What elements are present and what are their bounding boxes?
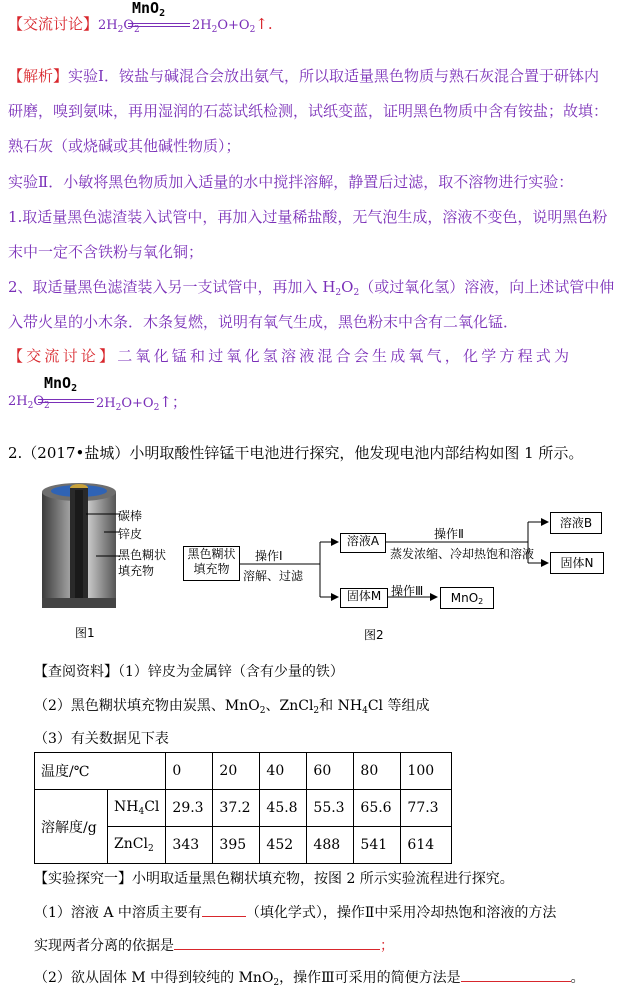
analysis-line-2: 研磨，嗅到氨味，再用湿润的石蕊试纸检测，试纸变蓝，证明黑色物质中含有铵盐；故填：	[8, 102, 609, 120]
analysis-line-1: 【解析】实验Ⅰ．铵盐与碱混合会放出氨气，所以取适量黑色物质与熟石灰混合置于研钵内	[8, 67, 599, 85]
table-cell: 100	[401, 753, 452, 790]
table-cell: 55.3	[307, 790, 354, 827]
question-2-intro: 2.（2017•盐城）小明取酸性锌锰干电池进行探究，他发现电池内部结构如图 1 所示。	[8, 444, 584, 462]
table-cell-nh4cl: $NH_4Cl$	[108, 790, 166, 827]
flow-box-solution-a: 溶液A	[340, 533, 386, 553]
explore-heading: 【实验探究一】小明取适量黑色糊状填充物，按图 2 所示实验流程进行探究。	[34, 871, 514, 887]
eq2-reactant: $2H_2O_2$	[8, 394, 50, 411]
table-cell: 395	[213, 827, 260, 864]
analysis-line-7: 2、取适量黑色滤渣装入另一支试管中，再加入 $H_2O_2$（或过氧化氢）溶液，向上述试管中伸	[8, 278, 615, 298]
question-2-line: （2）欲从固体 M 中得到较纯的 MnO$_2$，操作Ⅲ可采用的简便方法是 。	[34, 970, 585, 988]
analysis-line-3: 熟石灰（或烧碱或其他碱性物质）；	[8, 137, 241, 155]
analysis-line-5: 1.取适量黑色滤渣装入试管中，再加入过量稀盐酸，无气泡生成，溶液不变色，说明黑色粉	[8, 208, 608, 226]
table-cell-zncl2: ZnCl$_2$	[108, 827, 166, 864]
ref-line-3: （3）有关数据见下表	[34, 731, 169, 747]
eq2-catalyst: MnO$_2$	[44, 374, 78, 394]
ref-line-1: 【查阅资料】（1）锌皮为金属锌（含有少量的铁）	[34, 664, 344, 680]
fig1-label-zinc-skin: 锌皮	[118, 527, 143, 541]
table-cell: 614	[401, 827, 452, 864]
ref-line-2: （2）黑色糊状填充物由炭黑、MnO$_2$、ZnCl$_2$和 $NH_4Cl$ 等组成	[34, 698, 430, 716]
table-row	[35, 753, 452, 790]
table-header-temp: 温度/℃	[35, 753, 166, 790]
fig2-caption: 图2	[364, 628, 384, 642]
solubility-table	[34, 752, 452, 864]
eq2-product: $2H_2O+O_2↑$；	[96, 393, 187, 413]
answer-blank-2[interactable]	[174, 949, 380, 950]
eq-reactant: $2H_2O_2$	[98, 18, 140, 35]
question-1-line-2: 实现两者分离的依据是 ；	[34, 938, 394, 954]
flow-op1-desc: 溶解、过滤	[243, 569, 304, 583]
table-cell: 45.8	[260, 790, 307, 827]
table-cell: 37.2	[213, 790, 260, 827]
table-cell: 80	[354, 753, 401, 790]
analysis-line-8: 入带火星的小木条．木条复燃，说明有氧气生成，黑色粉末中含有二氧化锰．	[8, 313, 519, 331]
flow-op2-desc: 蒸发浓缩、冷却热饱和溶液	[390, 547, 535, 561]
table-cell: 488	[307, 827, 354, 864]
table-cell: 29.3	[166, 790, 213, 827]
flow-box-mno2: MnO2	[440, 587, 494, 609]
table-cell: 60	[307, 753, 354, 790]
analysis-line-6: 末中一定不含铁粉与氧化铜；	[8, 243, 204, 261]
table-row	[35, 790, 452, 827]
table-cell: 0	[166, 753, 213, 790]
table-cell: 65.6	[354, 790, 401, 827]
answer-blank-3[interactable]	[461, 981, 571, 982]
flow-op2: 操作Ⅱ	[434, 527, 464, 541]
table-cell: 541	[354, 827, 401, 864]
answer-blank-1[interactable]	[202, 916, 246, 917]
fig1-label-paste-2: 填充物	[118, 564, 155, 578]
analysis-line-9: 【交流讨论】二氧化锰和过氧化氢溶液混合会生成氧气，化学方程式为	[8, 347, 573, 365]
table-cell: 452	[260, 827, 307, 864]
table-cell: 40	[260, 753, 307, 790]
eq-catalyst: MnO$_2$	[132, 0, 166, 19]
analysis-line-4: 实验Ⅱ．小敏将黑色物质加入适量的水中搅拌溶解，静置后过滤，取不溶物进行实验：	[8, 173, 574, 191]
eq-product: $2H_2O+O_2↑$.	[192, 15, 273, 35]
table-cell: 77.3	[401, 790, 452, 827]
table-cell: 20	[213, 753, 260, 790]
flow-box-solid-n: 固体N	[550, 552, 604, 574]
fig1-caption: 图1	[75, 626, 95, 640]
fig1-label-paste-1: 黑色糊状	[118, 548, 167, 562]
flow-box-solid-m: 固体M	[340, 588, 388, 608]
table-header-solubility: 溶解度/g	[35, 790, 108, 864]
fig1-label-carbon-rod: 碳棒	[118, 509, 143, 523]
flow-op1: 操作Ⅰ	[255, 549, 283, 563]
question-1-line-1: （1）溶液 A 中溶质主要有 （填化学式），操作Ⅱ中采用冷却热饱和溶液的方法	[34, 905, 557, 921]
table-cell: 343	[166, 827, 213, 864]
flow-op3: 操作Ⅲ	[391, 584, 424, 598]
flow-box-paste: 黑色糊状 填充物	[183, 546, 240, 581]
flow-box-solution-b: 溶液B	[550, 512, 602, 534]
discussion-heading: 【交流讨论】	[8, 15, 99, 33]
